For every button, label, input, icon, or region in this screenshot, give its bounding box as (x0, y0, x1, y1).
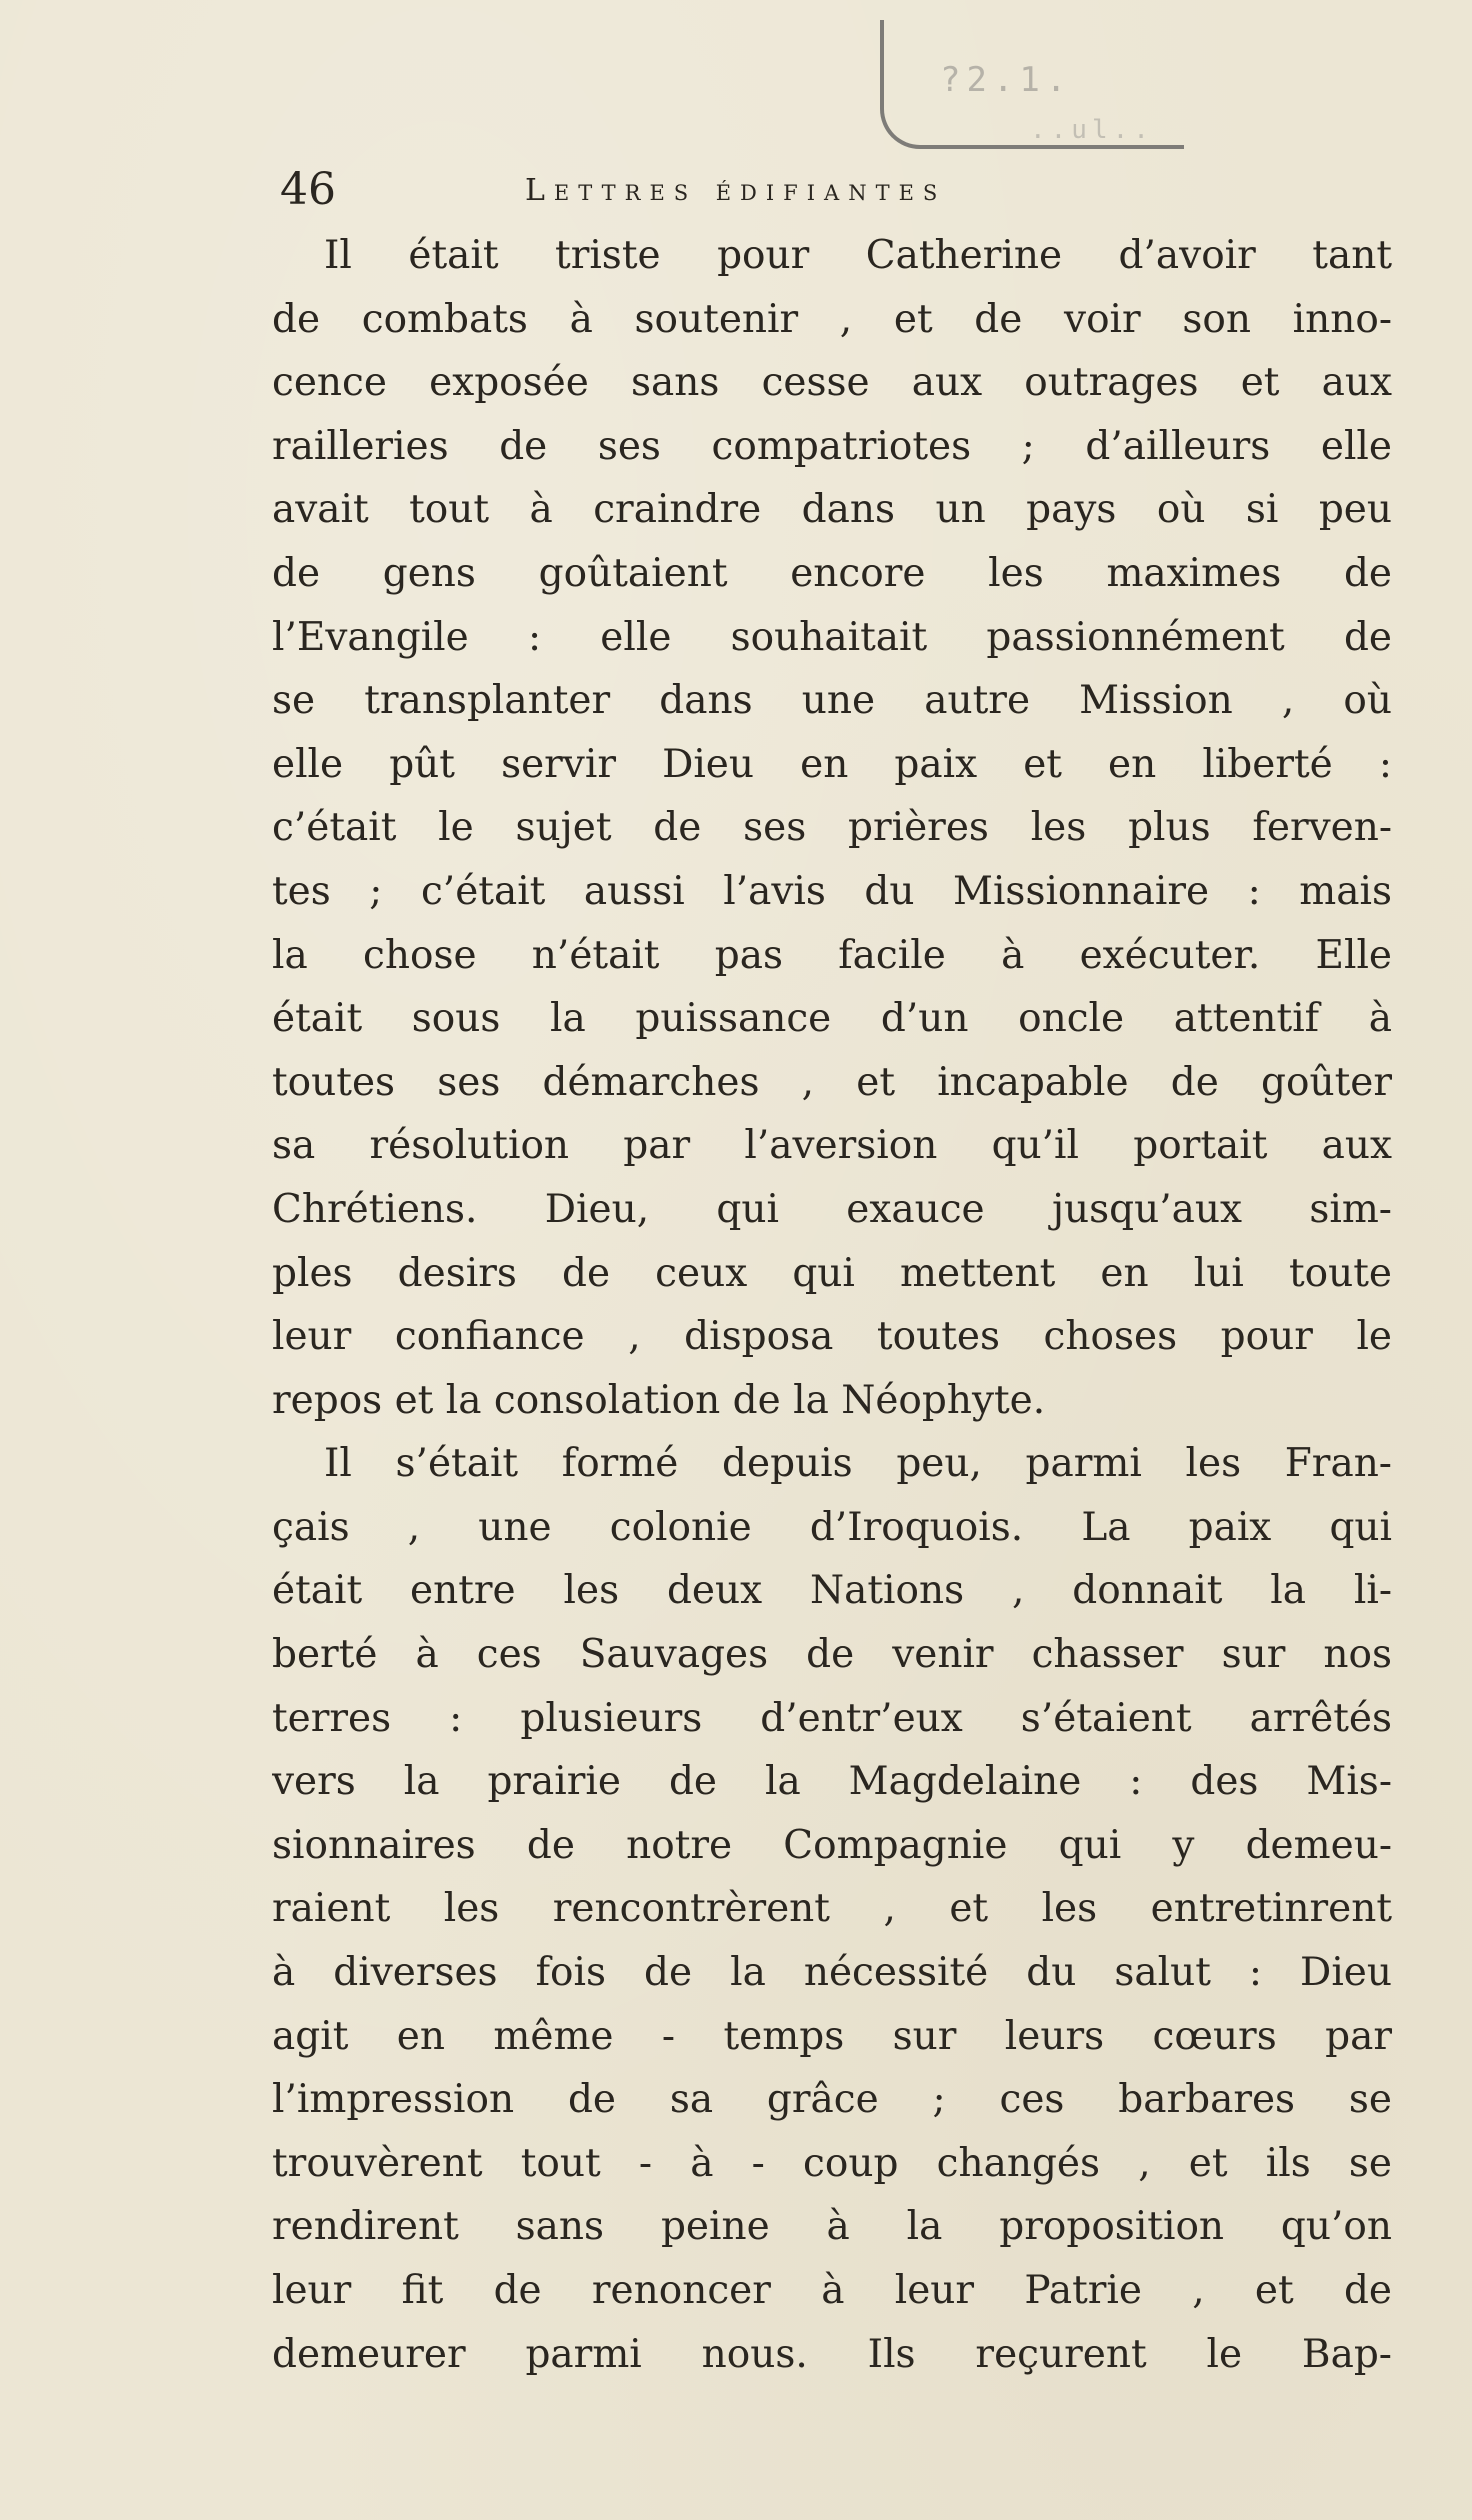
text-line: raient les rencontrèrent , et les entretinrent (272, 1886, 1392, 1932)
text-line: était entre les deux Nations , donnait la li- (272, 1568, 1392, 1614)
text-line: toutes ses démarches , et incapable de goûter (272, 1059, 1392, 1105)
text-line: c’était le sujet de ses prières les plus ferven- (272, 805, 1392, 851)
text-line: se transplanter dans une autre Mission , où (272, 678, 1392, 724)
text-line: sa résolution par l’aversion qu’il portait aux (272, 1123, 1392, 1169)
text-line: berté à ces Sauvages de venir chasser sur nos (272, 1632, 1392, 1678)
text-line: vers la prairie de la Magdelaine : des Mis- (272, 1759, 1392, 1805)
page-number: 46 (280, 164, 336, 215)
text-line: de gens goûtaient encore les maximes de (272, 550, 1392, 596)
text-line: terres : plusieurs d’entr’eux s’étaient arrêtés (272, 1695, 1392, 1741)
text-line: avait tout à craindre dans un pays où si peu (272, 487, 1392, 533)
body-text (272, 224, 1392, 2386)
text-line: repos et la consolation de la Néophyte. (272, 1377, 1046, 1423)
text-line: trouvèrent tout - à - coup changés , et ils se (272, 2140, 1392, 2186)
text-line: Il était triste pour Catherine d’avoir tant (324, 233, 1392, 278)
text-line: ples desirs de ceux qui mettent en lui toute (272, 1250, 1392, 1296)
text-line: l’impression de sa grâce ; ces barbares se (272, 2077, 1392, 2123)
text-line: agit en même - temps sur leurs cœurs par (272, 2013, 1392, 2059)
text-line: Il s’était formé depuis peu, parmi les Fran- (324, 1441, 1392, 1487)
text-line: tes ; c’était aussi l’avis du Missionnaire : mais (272, 868, 1392, 914)
page-header (280, 160, 1410, 230)
text-line: rendirent sans peine à la proposition qu’on (272, 2204, 1392, 2250)
text-line: la chose n’était pas facile à exécuter. Elle (272, 932, 1392, 978)
text-line: à diverses fois de la nécessité du salut : Dieu (272, 1950, 1392, 1996)
text-line: l’Evangile : elle souhaitait passionnément de (272, 614, 1392, 660)
text-line: de combats à soutenir , et de voir son inno- (272, 296, 1392, 342)
text-line: cence exposée sans cesse aux outrages et aux (272, 360, 1392, 406)
text-line: leur fit de renoncer à leur Patrie , et de (272, 2268, 1392, 2313)
text-line: sionnaires de notre Compagnie qui y demeu- (272, 1822, 1392, 1868)
text-line: çais , une colonie d’Iroquois. La paix qui (272, 1504, 1392, 1550)
library-stamp (880, 20, 1190, 155)
text-line: leur confiance , disposa toutes choses pour le (272, 1314, 1392, 1360)
stamp-text-bottom: ..ul.. (1030, 115, 1154, 145)
text-line: demeurer parmi nous. Ils reçurent le Bap- (272, 2331, 1392, 2377)
text-line: railleries de ses compatriotes ; d’ailleurs elle (272, 423, 1392, 469)
text-line: Chrétiens. Dieu, qui exauce jusqu’aux sim- (272, 1186, 1392, 1232)
running-title: Lettres édifiantes (525, 173, 947, 208)
text-line: était sous la puissance d’un oncle attentif à (272, 996, 1392, 1042)
stamp-text-top: ?2.1. (940, 60, 1073, 100)
text-line: elle pût servir Dieu en paix et en liberté : (272, 741, 1392, 787)
